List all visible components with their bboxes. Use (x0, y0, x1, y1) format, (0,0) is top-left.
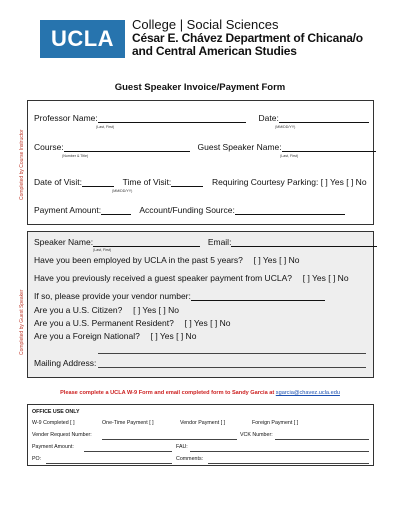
resident-question: Are you a U.S. Permanent Resident? (34, 318, 174, 328)
resident-row (34, 318, 230, 328)
guest-speaker-name-label: Guest Speaker Name: (197, 142, 282, 152)
comments-field[interactable] (208, 463, 369, 464)
time-of-visit-label: Time of Visit: (122, 177, 172, 187)
date-label: Date: (258, 113, 279, 123)
fau-label: FAU: (176, 444, 188, 450)
foreign-row (34, 331, 196, 341)
guest-speaker-name-field[interactable] (282, 144, 376, 152)
professor-row (34, 113, 369, 123)
speaker-name-row (34, 237, 377, 247)
citizen-question: Are you a U.S. Citizen? (34, 305, 123, 315)
received-question: Have you previously received a guest speaker payment from UCLA? (34, 273, 292, 283)
w9-instruction (0, 390, 400, 396)
resident-options[interactable]: [ ] Yes [ ] No (184, 318, 231, 328)
vck-number-label: VCK Number: (240, 432, 273, 438)
account-field[interactable] (235, 207, 345, 215)
vendor-payment-check[interactable]: Vendor Payment [ ] (180, 420, 226, 426)
course-row (34, 142, 376, 152)
college-line: College | Social Sciences (132, 17, 279, 32)
foreign-payment-check[interactable]: Foreign Payment [ ] (252, 420, 299, 426)
date-of-visit-label: Date of Visit: (34, 177, 83, 187)
po-label: PO: (32, 456, 42, 462)
contact-email-link[interactable]: sgarcia@chavez.ucla.edu (275, 390, 340, 396)
vck-number-field[interactable] (275, 439, 369, 440)
one-time-payment-check[interactable]: One-Time Payment [ ] (102, 420, 154, 426)
vender-request-field[interactable] (102, 439, 237, 440)
guest-hint: (Last, First) (280, 154, 299, 158)
w9-completed-check[interactable]: W-9 Completed [ ] (32, 420, 75, 426)
payment-row (34, 205, 345, 215)
payment-amount-field[interactable] (101, 207, 131, 215)
department-header (132, 18, 394, 58)
instructor-side-label: Completed by Course Instructor (19, 129, 25, 200)
foreign-question: Are you a Foreign National? (34, 331, 140, 341)
vendor-number-field[interactable] (191, 293, 325, 301)
speaker-hint: (Last, First) (93, 248, 112, 252)
office-payment-amount-label: Payment Amount: (32, 444, 74, 450)
form-title: Guest Speaker Invoice/Payment Form (114, 82, 286, 93)
department-line-1: César E. Chávez Department of Chicana/o (132, 31, 363, 45)
professor-name-label: Professor Name: (34, 113, 98, 123)
course-label: Course: (34, 142, 64, 152)
citizen-row (34, 305, 179, 315)
instructor-section (27, 100, 374, 225)
department-line-2: and Central American Studies (132, 44, 297, 58)
course-field[interactable] (64, 144, 190, 152)
employed-options[interactable]: [ ] Yes [ ] No (253, 255, 300, 265)
office-payment-amount-field[interactable] (84, 451, 172, 452)
account-label: Account/Funding Source: (139, 205, 235, 215)
employed-question: Have you been employed by UCLA in the past 5 years? (34, 255, 243, 265)
ucla-logo: UCLA (40, 20, 125, 58)
payment-amount-label: Payment Amount: (34, 205, 102, 215)
fau-field[interactable] (190, 451, 369, 452)
mailing-address-line-1[interactable] (98, 353, 366, 354)
w9-instruction-text: Please complete a UCLA W-9 Form and email completed form to Sandy Garcia at (60, 390, 275, 396)
email-label: Email: (207, 237, 232, 247)
date-hint: (MM/DD/YY) (275, 125, 296, 129)
vender-request-label: Vender Request Number: (32, 432, 92, 438)
visit-hint: (MM/DD/YY) (112, 189, 133, 193)
foreign-options[interactable]: [ ] Yes [ ] No (150, 331, 197, 341)
speaker-name-field[interactable] (93, 239, 200, 247)
professor-name-field[interactable] (98, 115, 246, 123)
vendor-number-label: If so, please provide your vendor number: (34, 291, 191, 301)
mailing-row (34, 358, 96, 368)
date-of-visit-field[interactable] (82, 179, 114, 187)
office-use-title: OFFICE USE ONLY (32, 409, 80, 415)
mailing-address-line-2[interactable] (98, 367, 366, 368)
received-row (34, 273, 349, 283)
email-field[interactable] (231, 239, 377, 247)
comments-label: Comments: (176, 456, 204, 462)
courtesy-parking-label[interactable]: Requiring Courtesy Parking: [ ] Yes [ ] No (212, 177, 367, 187)
po-field[interactable] (46, 463, 172, 464)
vendor-row (34, 291, 325, 301)
visit-row (34, 177, 367, 187)
speaker-name-label: Speaker Name: (34, 237, 94, 247)
mailing-address-label: Mailing Address: (34, 358, 97, 368)
speaker-side-label: Completed by Guest Speaker (19, 289, 25, 355)
employed-row (34, 255, 299, 265)
time-of-visit-field[interactable] (171, 179, 203, 187)
office-use-section (27, 404, 374, 466)
speaker-section (27, 231, 374, 378)
professor-hint: (Last, First) (96, 125, 115, 129)
date-field[interactable] (279, 115, 369, 123)
received-options[interactable]: [ ] Yes [ ] No (302, 273, 349, 283)
citizen-options[interactable]: [ ] Yes [ ] No (133, 305, 179, 315)
course-hint: (Number & Title) (62, 154, 89, 158)
